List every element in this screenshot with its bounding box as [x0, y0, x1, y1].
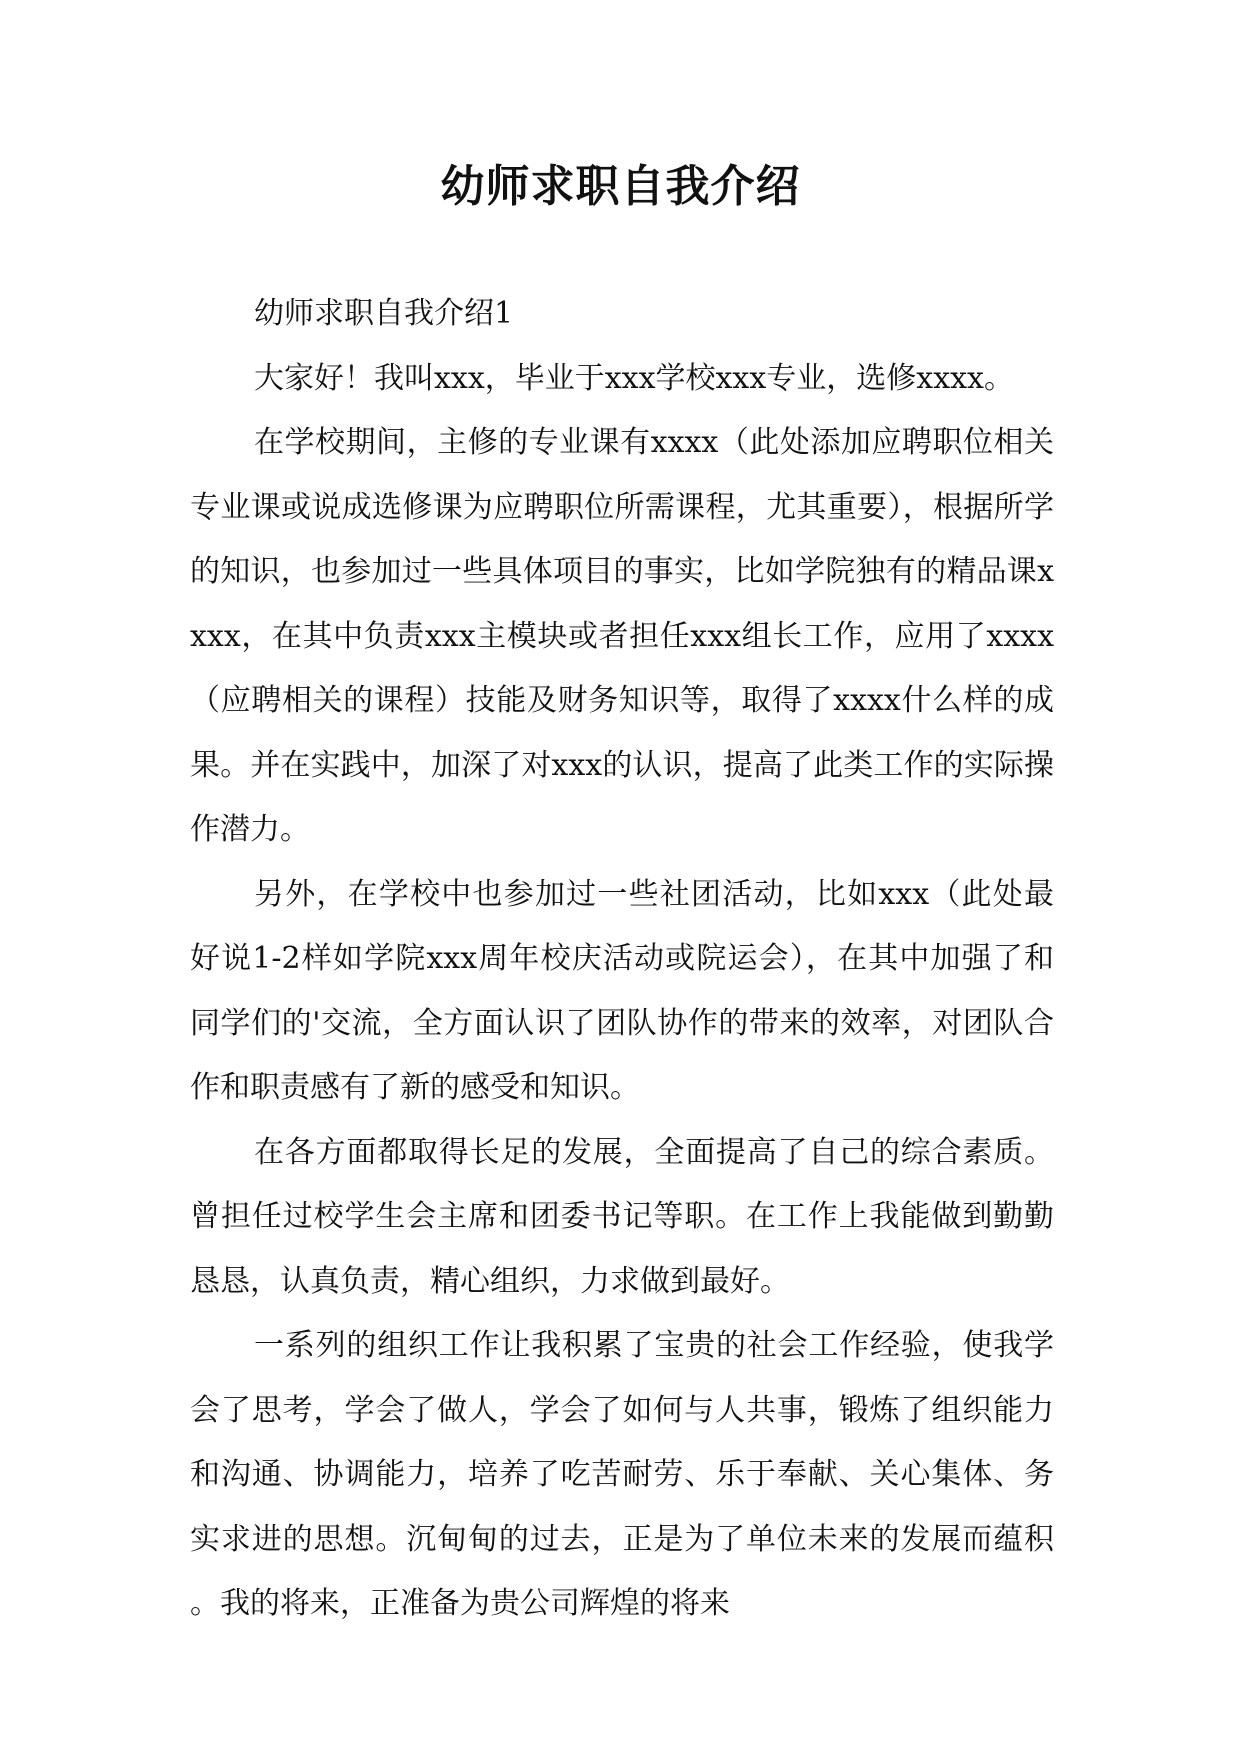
paragraph-experience: 一系列的组织工作让我积累了宝贵的社会工作经验，使我学会了思考，学会了做人，学会了如何与人共事，锻炼了组织能力和沟通、协调能力，培养了吃苦耐劳、乐于奉献、关心集体、务实求进的思想。沉甸甸的过去，正是为了单位未来的发展而蕴积。我的将来，正准备为贵公司辉煌的将来 — [190, 1328, 1054, 1621]
document-body — [190, 282, 1054, 1637]
paragraph-activities: 另外，在学校中也参加过一些社团活动，比如xxx（此处最好说1-2样如学院xxx周年校庆活动或院运会），在其中加强了和同学们的'交流，全方面认识了团队协作的带来的效率，对团队合作和职责感有了新的感受和知识。 — [190, 876, 1054, 1105]
paragraph-development: 在各方面都取得长足的发展，全面提高了自己的综合素质。曾担任过校学生会主席和团委书记等职。在工作上我能做到勤勤恳恳，认真负责，精心组织，力求做到最好。 — [190, 1134, 1054, 1299]
paragraph-study: 在学校期间，主修的专业课有xxxx（此处添加应聘职位相关专业课或说成选修课为应聘职位所需课程，尤其重要），根据所学的知识，也参加过一些具体项目的事实，比如学院独有的精品课xxxx，在其中负责xxx主模块或者担任xxx组长工作，应用了xxxx（应聘相关的课程）技能及财务知识等，取得了xxxx什么样的成果。并在实践中，加深了对xxx的认识，提高了此类工作的实际操作潜力。 — [190, 425, 1054, 847]
paragraph-greeting: 大家好！我叫xxx，毕业于xxx学校xxx专业，选修xxxx。 — [254, 360, 1014, 396]
section-heading: 幼师求职自我介绍1 — [254, 296, 514, 331]
document-title: 幼师求职自我介绍 — [440, 161, 801, 212]
